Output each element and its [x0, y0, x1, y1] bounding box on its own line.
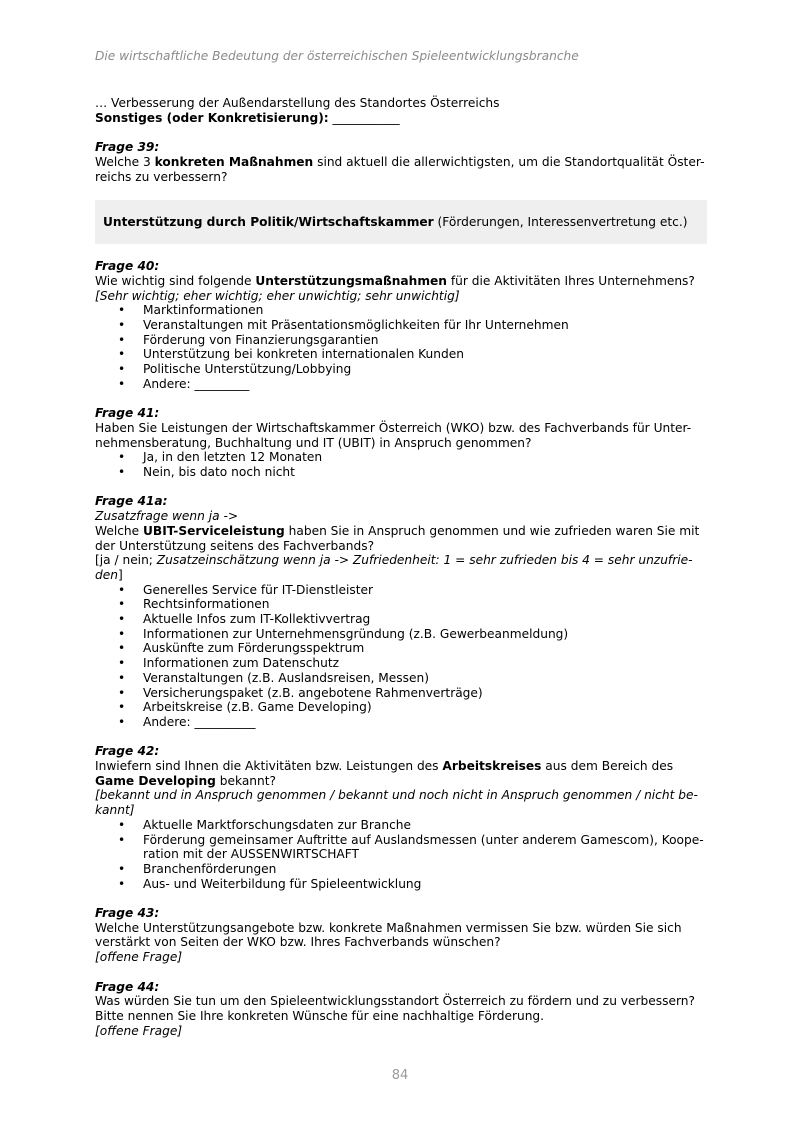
list-item: • Auskünfte zum Förderungsspektrum [143, 641, 707, 656]
question-label: Frage 41a: [95, 494, 168, 509]
question-42 [95, 744, 707, 891]
answer-list [95, 818, 707, 892]
list-item: • Politische Unterstützung/Lobbying [143, 362, 707, 377]
question-text: Inwiefern sind Ihnen die Aktivitäten bzw. Leistungen des Arbeitskreises aus dem Bereich des [95, 759, 674, 774]
question-text: Welche UBIT-Serviceleistung haben Sie in Anspruch genommen und wie zufrieden waren Sie mit [95, 523, 700, 538]
question-text: Wie wichtig sind folgende Unterstützungsmaßnahmen für die Aktivitäten Ihres Unternehmens? [95, 273, 695, 288]
answer-scale-cont: kannt] [95, 803, 135, 818]
list-item: • Branchenförderungen [143, 862, 707, 877]
answer-list [95, 303, 707, 391]
question-text-cont: nehmensberatung, Buchhaltung und IT (UBIT) in Anspruch genommen? [95, 435, 532, 450]
list-item-cont: ration mit der AUSSENWIRTSCHAFT [143, 847, 359, 862]
question-39 [95, 140, 707, 184]
follow-up-note: Zusatzfrage wenn ja -> [95, 509, 239, 524]
answer-list [95, 583, 707, 730]
question-label: Frage 41: [95, 406, 160, 421]
list-item: • Förderung gemeinsamer Auftritte auf Auslandsmessen (unter anderem Gamescom), Koope- ration mit der AUSSENWIRTSCHAFT [143, 833, 707, 862]
other-blank: ___________ [328, 110, 400, 125]
list-item: • Förderung von Finanzierungsgarantien [143, 333, 707, 348]
list-item: • Arbeitskreise (z.B. Game Developing) [143, 700, 707, 715]
answer-scale: [bekannt und in Anspruch genommen / bekannt und noch nicht in Anspruch genommen / nicht be- [95, 788, 698, 803]
question-text-cont: der Unterstützung seitens des Fachverbands? [95, 538, 375, 553]
question-text-cont: Game Developing bekannt? [95, 773, 277, 788]
question-40 [95, 259, 707, 391]
list-item: • Aktuelle Infos zum IT-Kollektivvertrag [143, 612, 707, 627]
question-text: Was würden Sie tun um den Spieleentwicklungsstandort Österreich zu fördern und zu verbessern? [95, 994, 695, 1009]
list-item: • Informationen zum Datenschutz [143, 656, 707, 671]
question-text: Welche Unterstützungsangebote bzw. konkrete Maßnahmen vermissen Sie bzw. würden Sie sich [95, 920, 682, 935]
running-header: Die wirtschaftliche Bedeutung der österreichischen Spieleentwicklungsbranche [95, 49, 579, 63]
list-item: • Veranstaltungen (z.B. Auslandsreisen, Messen) [143, 671, 707, 686]
list-item: • Rechtsinformationen [143, 597, 707, 612]
list-item: • Ja, in den letzten 12 Monaten [143, 450, 707, 465]
answer-scale: [ja / nein; Zusatzeinschätzung wenn ja -> Zufriedenheit: 1 = sehr zufrieden bis 4 = sehr unzufrie- [95, 553, 693, 568]
question-text-cont: Bitte nennen Sie Ihre konkreten Wünsche für eine nachhaltige Förderung. [95, 1008, 545, 1023]
question-label: Frage 43: [95, 906, 160, 921]
list-item: • Unterstützung bei konkreten internationalen Kunden [143, 347, 707, 362]
section-heading-box [95, 200, 707, 244]
question-text: Welche 3 konkreten Maßnahmen sind aktuell die allerwichtigsten, um die Standortqualität Öster- [95, 154, 705, 169]
list-item: • Nein, bis dato noch nicht [143, 465, 707, 480]
question-label: Frage 44: [95, 979, 160, 994]
other-label: Sonstiges (oder Konkretisierung): [95, 110, 329, 125]
section-heading: Unterstützung durch Politik/Wirtschaftskammer (Förderungen, Interessenvertretung etc.) [103, 214, 688, 229]
list-item: • Veranstaltungen mit Präsentationsmöglichkeiten für Ihr Unternehmen [143, 318, 707, 333]
answer-scale: [Sehr wichtig; eher wichtig; eher unwichtig; sehr unwichtig] [95, 288, 460, 303]
list-item: • Marktinformationen [143, 303, 707, 318]
question-label: Frage 39: [95, 140, 160, 155]
list-item: • Aus- und Weiterbildung für Spieleentwicklung [143, 877, 707, 892]
list-item: • Generelles Service für IT-Dienstleister [143, 583, 707, 598]
question-text: Haben Sie Leistungen der Wirtschaftskammer Österreich (WKO) bzw. des Fachverbands für Unter- [95, 420, 692, 435]
answer-scale-cont: den] [95, 567, 123, 582]
intro-line: … Verbesserung der Außendarstellung des Standortes Österreichs [95, 96, 500, 110]
list-item: • Aktuelle Marktforschungsdaten zur Branche [143, 818, 707, 833]
question-43 [95, 906, 707, 965]
list-item: • Informationen zur Unternehmensgründung (z.B. Gewerbeanmeldung) [143, 627, 707, 642]
question-label: Frage 42: [95, 744, 160, 759]
question-text-cont: reichs zu verbessern? [95, 169, 228, 184]
question-41 [95, 406, 707, 480]
open-question-note: [offene Frage] [95, 950, 183, 965]
question-text-cont: verstärkt von Seiten der WKO bzw. Ihres Fachverbands wünschen? [95, 935, 501, 950]
question-label: Frage 40: [95, 259, 160, 274]
page-number: 84 [391, 1068, 409, 1083]
list-item: • Andere: _________ [143, 377, 707, 392]
answer-list [95, 450, 707, 479]
document-body [95, 96, 707, 1038]
question-41a [95, 494, 707, 729]
intro-other-line [95, 111, 707, 126]
list-item: • Andere: __________ [143, 715, 707, 730]
open-question-note: [offene Frage] [95, 1023, 183, 1038]
question-44 [95, 980, 707, 1039]
list-item: • Versicherungspaket (z.B. angebotene Rahmenverträge) [143, 686, 707, 701]
